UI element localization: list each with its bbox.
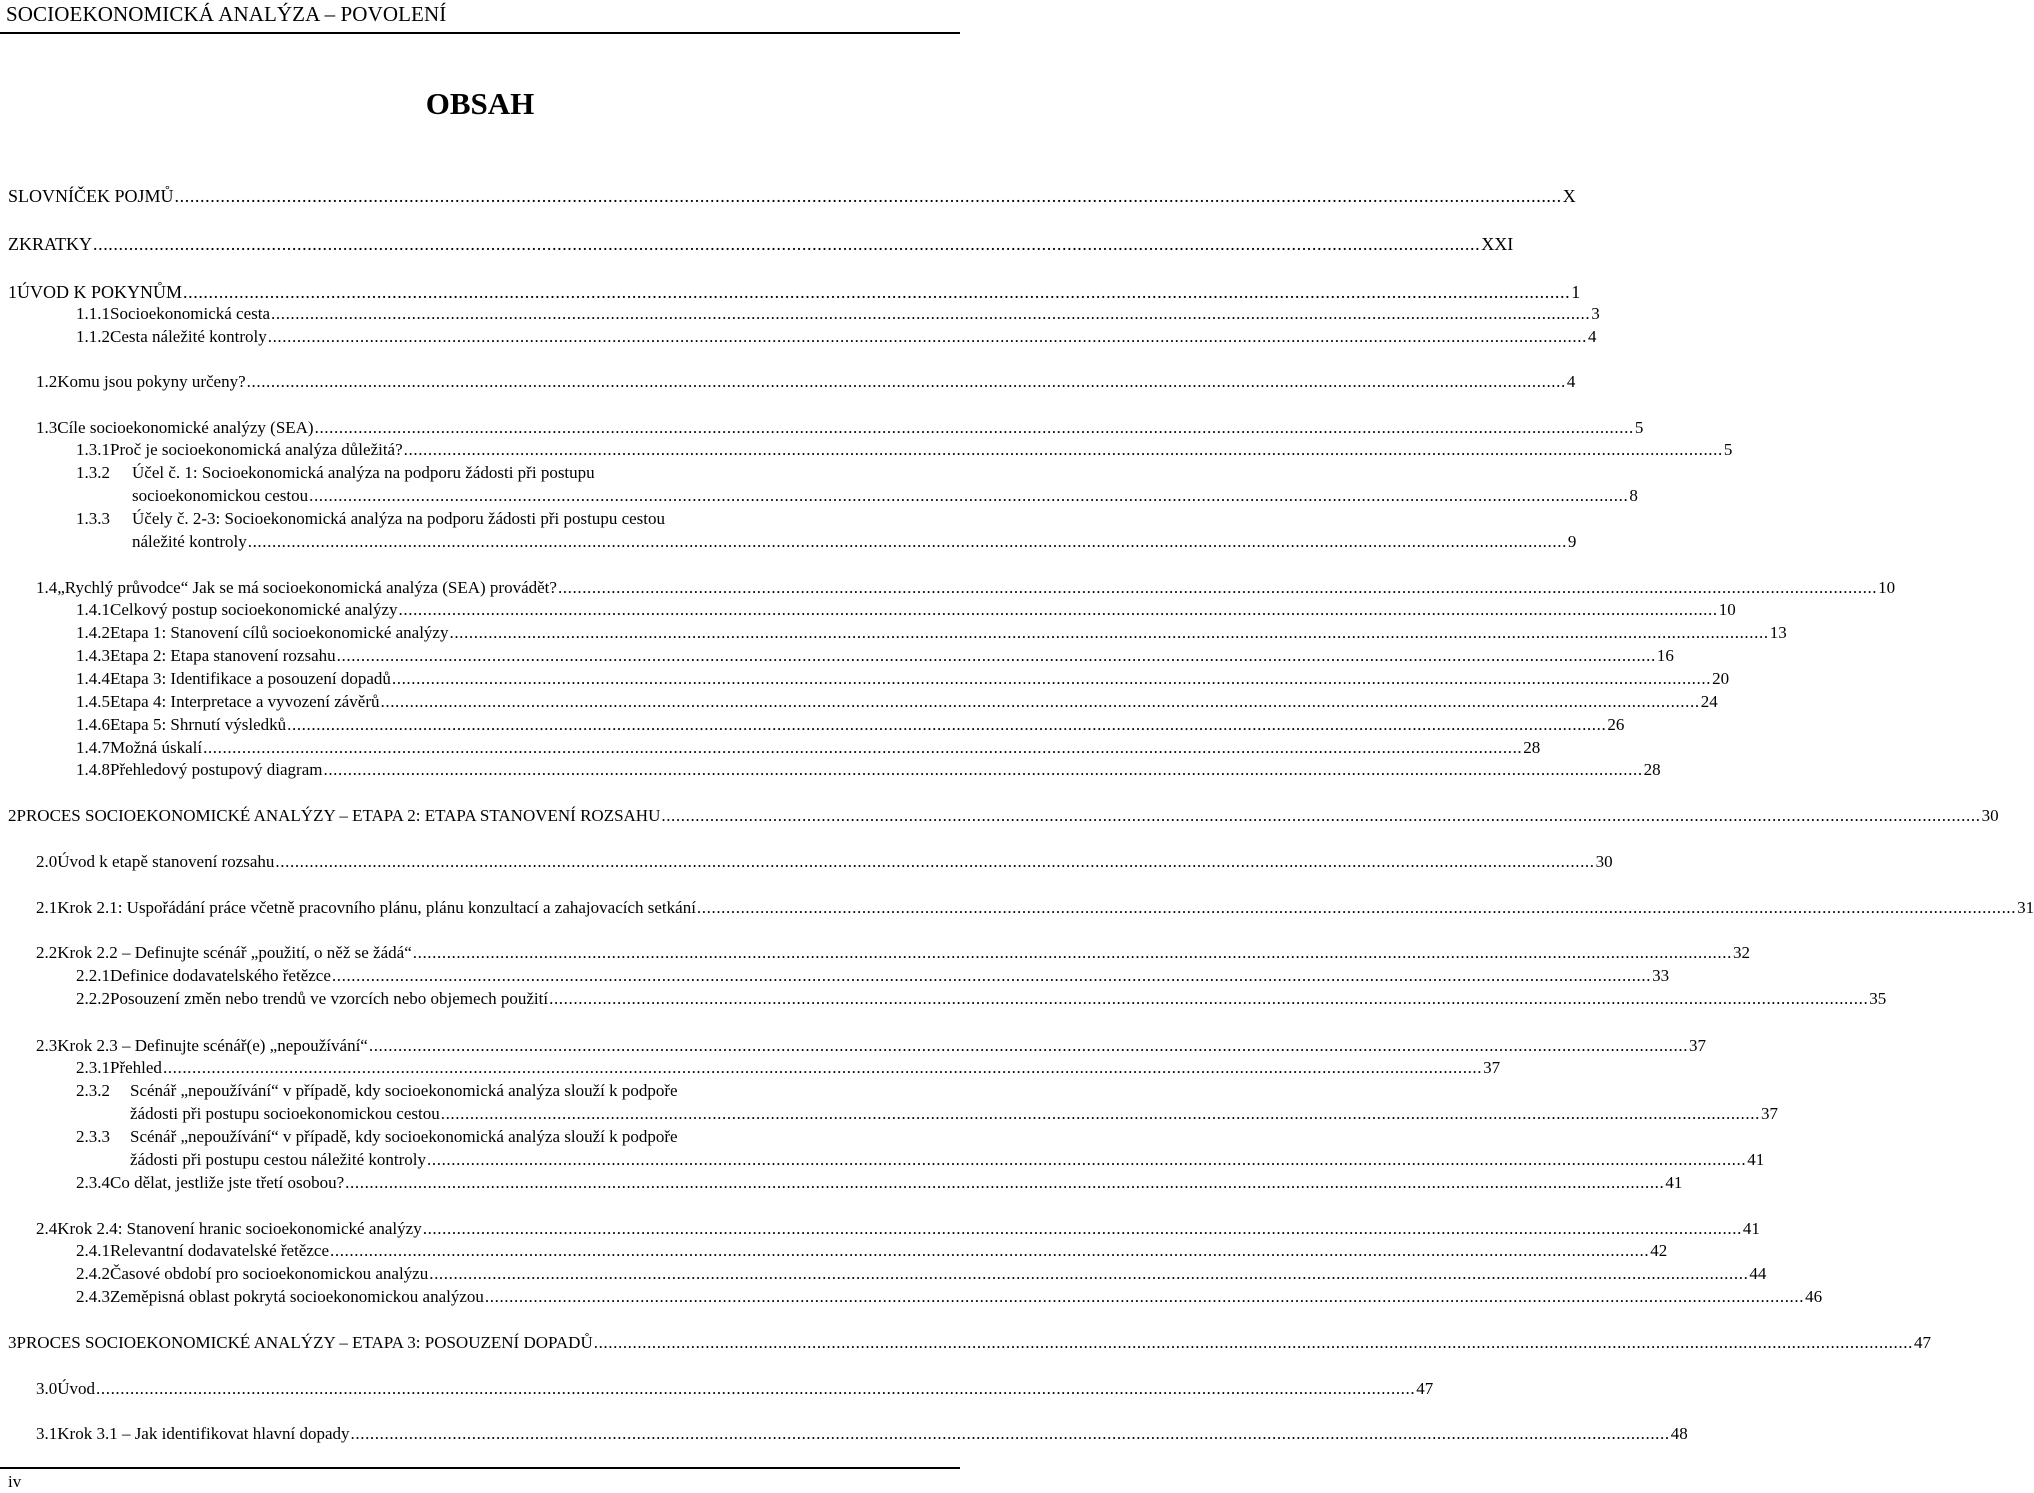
toc-entry-page: 20 [1712,669,1730,688]
toc-entry-continuation[interactable] [130,1148,1765,1172]
toc-entry-number: 2.0 [36,852,58,871]
toc-entry[interactable] [8,232,1514,256]
toc-entry-page: 13 [1769,623,1787,642]
toc-dot-leader [423,1217,1742,1241]
toc-entry[interactable] [76,964,1670,988]
toc-entry-page: 28 [1643,760,1661,779]
toc-entry-page: 3 [1591,304,1600,323]
toc-entry[interactable] [76,1171,1683,1195]
toc-dot-leader [271,302,1590,326]
toc-entry-page: 37 [1689,1036,1707,1055]
toc-entry[interactable] [76,507,842,531]
toc-entry-page: 9 [1567,532,1577,551]
toc-entry-page: 1 [1571,282,1581,302]
toc-entry[interactable] [76,1239,1668,1263]
toc-entry-title: Posouzení změn nebo trendů ve vzorcích nebo objemech použití [110,989,549,1008]
toc-entry-title: Socioekonomická cesta [110,304,271,323]
toc-entry[interactable] [36,576,1896,600]
toc-entry-title-continuation: náležité kontroly [132,532,247,551]
toc-entry-title: Relevantní dodavatelské řetězce [110,1241,329,1260]
toc-entry-title: Etapa 3: Identifikace a posouzení dopadů [110,669,391,688]
toc-dot-leader [93,232,1480,256]
toc-entry-title: Komu jsou pokyny určeny? [57,372,246,391]
toc-entry-number: 2.3.1 [76,1058,110,1077]
toc-entry[interactable] [76,1079,842,1103]
toc-entry-number: 1.4.1 [76,600,110,619]
toc-entry[interactable] [76,758,1661,782]
toc-entry-title: Krok 2.3 – Definujte scénář(e) „nepoužívání“ [57,1036,368,1055]
toc-entry-number: 1.4.7 [76,738,110,757]
toc-entry-number: 2.4.1 [76,1241,110,1260]
toc-entry-page: 30 [1595,852,1613,871]
toc-entry-number: 1.4.3 [76,646,110,665]
toc-entry[interactable] [76,690,1718,714]
toc-entry-title: Definice dodavatelského řetězce [110,966,331,985]
toc-dot-leader [661,804,1980,828]
toc-entry[interactable] [76,667,1730,691]
toc-entry-continuation[interactable] [130,1102,1778,1126]
toc-entry[interactable] [36,416,1644,440]
toc-entry-number: 1.3 [36,418,58,437]
toc-entry-continuation[interactable] [132,484,1638,508]
toc-entry-number: 2.3.4 [76,1173,110,1192]
toc-entry-number: 2 [8,806,17,825]
toc-entry-page: 30 [1981,806,1999,825]
toc-dot-leader [287,713,1606,737]
toc-entry[interactable] [76,1285,1823,1309]
toc-entry[interactable] [76,325,1597,349]
toc-entry[interactable] [76,621,1787,645]
toc-entry-title-continuation: socioekonomickou cestou [132,486,309,505]
toc-entry-title: ZKRATKY [8,234,92,254]
toc-dot-leader [337,644,1656,668]
toc-entry[interactable] [8,280,1581,304]
toc-entry[interactable] [76,1125,842,1149]
toc-entry-number: 1.3.1 [76,440,110,459]
toc-entry-title: Účel č. 1: Socioekonomická analýza na podporu žádosti při postupu [132,463,595,482]
toc-entry-page: 4 [1587,327,1597,346]
toc-entry-number: 1.4.5 [76,692,110,711]
toc-entry-number: 1.3.2 [76,463,110,482]
toc-entry-page: 42 [1650,1241,1668,1260]
toc-dot-leader [558,576,1877,600]
toc-entry-number: 1.2 [36,372,58,391]
toc-entry-page: 37 [1483,1058,1501,1077]
toc-dot-leader [381,690,1700,714]
toc-entry-number: 2.3.3 [76,1127,110,1146]
toc-dot-leader [429,1262,1748,1286]
toc-dot-leader [268,325,1587,349]
toc-entry-title: Scénář „nepoužívání“ v případě, kdy socioekonomická analýza slouží k podpoře [130,1081,678,1100]
toc-dot-leader [399,598,1718,622]
toc-entry[interactable] [76,461,842,485]
toc-dot-leader [351,1422,1670,1446]
toc-entry-page: 35 [1869,989,1887,1008]
toc-entry[interactable] [76,598,1736,622]
toc-entry-title: Etapa 2: Etapa stanovení rozsahu [110,646,336,665]
toc-entry-page: 41 [1747,1150,1765,1169]
toc-entry[interactable] [36,1377,1434,1401]
toc-entry-number: 2.2.1 [76,966,110,985]
toc-entry-page: 48 [1670,1424,1688,1443]
toc-entry-page: 26 [1607,715,1625,734]
toc-entry-title: Přehled [110,1058,162,1077]
toc-entry-page: 47 [1416,1379,1434,1398]
toc-entry-title: ÚVOD K POKYNŮM [17,282,183,302]
footer-rule [0,1467,960,1469]
toc-entry-page: 28 [1523,738,1541,757]
toc-entry[interactable] [76,438,1733,462]
toc-dot-leader [275,850,1594,874]
toc-dot-leader [175,184,1562,208]
toc-dot-leader [345,1171,1664,1195]
toc-entry-page: 41 [1665,1173,1683,1192]
toc-entry-page: 24 [1700,692,1718,711]
toc-entry-title: Účely č. 2-3: Socioekonomická analýza na podporu žádosti při postupu cestou [132,509,665,528]
toc-entry-title: Možná úskalí [110,738,203,757]
toc-entry-number: 2.4 [36,1219,58,1238]
toc-entry[interactable] [36,896,2034,920]
toc-dot-leader [404,438,1723,462]
toc-entry[interactable] [36,850,1613,874]
toc-entry-page: 32 [1732,943,1750,962]
toc-dot-leader [248,530,1567,554]
toc-entry-page: XXI [1481,234,1514,254]
toc-entry-page: 47 [1913,1333,1931,1352]
toc-dot-leader [315,416,1634,440]
toc-entry-title: Krok 2.4: Stanovení hranic socioekonomické analýzy [57,1219,422,1238]
toc-dot-leader [485,1285,1804,1309]
toc-entry-title: Etapa 5: Shrnutí výsledků [110,715,287,734]
toc-dot-leader [413,941,1732,965]
toc-entry-title: PROCES SOCIOEKONOMICKÉ ANALÝZY – ETAPA 2: ETAPA STANOVENÍ ROZSAHU [16,806,661,825]
toc-entry-page: 10 [1718,600,1736,619]
toc-entry-title-continuation: žádosti při postupu socioekonomickou cestou [130,1104,440,1123]
toc-entry-page: 4 [1566,372,1576,391]
toc-entry[interactable] [76,1056,1501,1080]
page-title: OBSAH [425,86,535,121]
toc-entry-number: 1.4.6 [76,715,110,734]
toc-entry-number: 1.4 [36,578,58,597]
toc-dot-leader [203,736,1522,760]
toc-entry-number: 2.2 [36,943,58,962]
toc-entry-title: Etapa 4: Interpretace a vyvození závěrů [110,692,380,711]
toc-entry-number: 1.4.4 [76,669,110,688]
toc-entry-title: Krok 3.1 – Jak identifikovat hlavní dopady [57,1424,350,1443]
toc-entry-title: Cíle socioekonomické analýzy (SEA) [57,418,314,437]
toc-dot-leader [369,1034,1688,1058]
toc-dot-leader [441,1102,1760,1126]
toc-entry-page: 31 [2017,898,2034,917]
toc-dot-leader [323,758,1642,782]
toc-entry[interactable] [76,713,1625,737]
toc-entry-page: 5 [1723,440,1733,459]
toc-entry-page: 8 [1629,486,1638,505]
toc-entry-title: Úvod [57,1379,96,1398]
toc-entry-number: 1.1.1 [76,304,110,323]
toc-entry-number: 2.4.2 [76,1264,110,1283]
toc-entry[interactable] [36,941,1750,965]
toc-entry-page: 33 [1652,966,1670,985]
toc-entry-number: 1 [8,282,17,302]
toc-entry-title: Úvod k etapě stanovení rozsahu [57,852,275,871]
toc-entry-number: 1.1.2 [76,327,110,346]
toc-dot-leader [330,1239,1649,1263]
toc-entry[interactable] [76,987,1887,1011]
toc-entry-page: 46 [1805,1287,1823,1306]
toc-entry[interactable] [36,1034,1707,1058]
toc-dot-leader [163,1056,1482,1080]
toc-entry-title: „Rychlý průvodce“ Jak se má socioekonomická analýza (SEA) provádět? [57,578,557,597]
running-header: SOCIOEKONOMICKÁ ANALÝZA – POVOLENÍ [6,2,447,26]
toc-entry-title: Krok 2.1: Uspořádání práce včetně pracovního plánu, plánu konzultací a zahajovacích setkání [57,898,696,917]
toc-dot-leader [332,964,1651,988]
toc-entry-number: 1.4.2 [76,623,110,642]
toc-entry[interactable] [8,1331,1931,1355]
toc-entry-title: SLOVNÍČEK POJMŮ [8,186,174,206]
toc-entry-title: PROCES SOCIOEKONOMICKÉ ANALÝZY – ETAPA 3: POSOUZENÍ DOPADŮ [16,1333,593,1352]
toc-entry[interactable] [8,804,1999,828]
toc-entry[interactable] [76,302,1600,326]
toc-entry-title: Časové období pro socioekonomickou analýzu [110,1264,429,1283]
toc-dot-leader [427,1148,1746,1172]
toc-entry-number: 2.4.3 [76,1287,110,1306]
toc-entry[interactable] [36,1422,1688,1446]
toc-entry-number: 1.4.8 [76,760,110,779]
toc-dot-leader [392,667,1711,691]
toc-entry-number: 2.3 [36,1036,58,1055]
toc-dot-leader [449,621,1768,645]
toc-dot-leader [183,280,1570,304]
toc-entry-page: 10 [1878,578,1896,597]
toc-entry[interactable] [8,184,1576,208]
toc-dot-leader [309,484,1628,508]
toc-entry-number: 1.3.3 [76,509,110,528]
toc-entry-page: 41 [1742,1219,1760,1238]
toc-entry-number: 3 [8,1333,17,1352]
toc-entry-title: Proč je socioekonomická analýza důležitá? [110,440,403,459]
toc-entry-number: 3.0 [36,1379,58,1398]
toc-dot-leader [247,370,1566,394]
toc-entry-page: 37 [1760,1104,1778,1123]
toc-dot-leader [96,1377,1415,1401]
toc-entry-title: Scénář „nepoužívání“ v případě, kdy socioekonomická analýza slouží k podpoře [130,1127,678,1146]
page-number: iv [8,1472,22,1491]
toc-entry-title: Cesta náležité kontroly [110,327,267,346]
toc-entry-number: 2.3.2 [76,1081,110,1100]
toc-entry-page: 44 [1749,1264,1767,1283]
toc-entry-title: Krok 2.2 – Definujte scénář „použití, o něž se žádá“ [57,943,412,962]
toc-entry[interactable] [76,1262,1767,1286]
toc-entry-continuation[interactable] [132,530,1577,554]
toc-entry-number: 2.1 [36,898,58,917]
toc-entry[interactable] [76,736,1541,760]
toc-entry-title: Přehledový postupový diagram [110,760,323,779]
toc-entry[interactable] [36,370,1576,394]
toc-entry-page: X [1562,186,1576,206]
toc-entry-title: Zeměpisná oblast pokrytá socioekonomickou analýzou [110,1287,484,1306]
toc-entry-title: Co dělat, jestliže jste třetí osobou? [110,1173,345,1192]
toc-entry-page: 5 [1634,418,1644,437]
toc-entry[interactable] [76,644,1674,668]
toc-entry-page: 16 [1656,646,1674,665]
toc-dot-leader [697,896,2016,920]
toc-entry-title-continuation: žádosti při postupu cestou náležité kontroly [130,1150,427,1169]
toc-entry[interactable] [36,1217,1760,1241]
toc-dot-leader [594,1331,1913,1355]
toc-entry-title: Etapa 1: Stanovení cílů socioekonomické analýzy [110,623,449,642]
toc-entry-number: 3.1 [36,1424,58,1443]
toc-entry-number: 2.2.2 [76,989,110,1008]
toc-dot-leader [549,987,1868,1011]
toc-entry-title: Celkový postup socioekonomické analýzy [110,600,398,619]
